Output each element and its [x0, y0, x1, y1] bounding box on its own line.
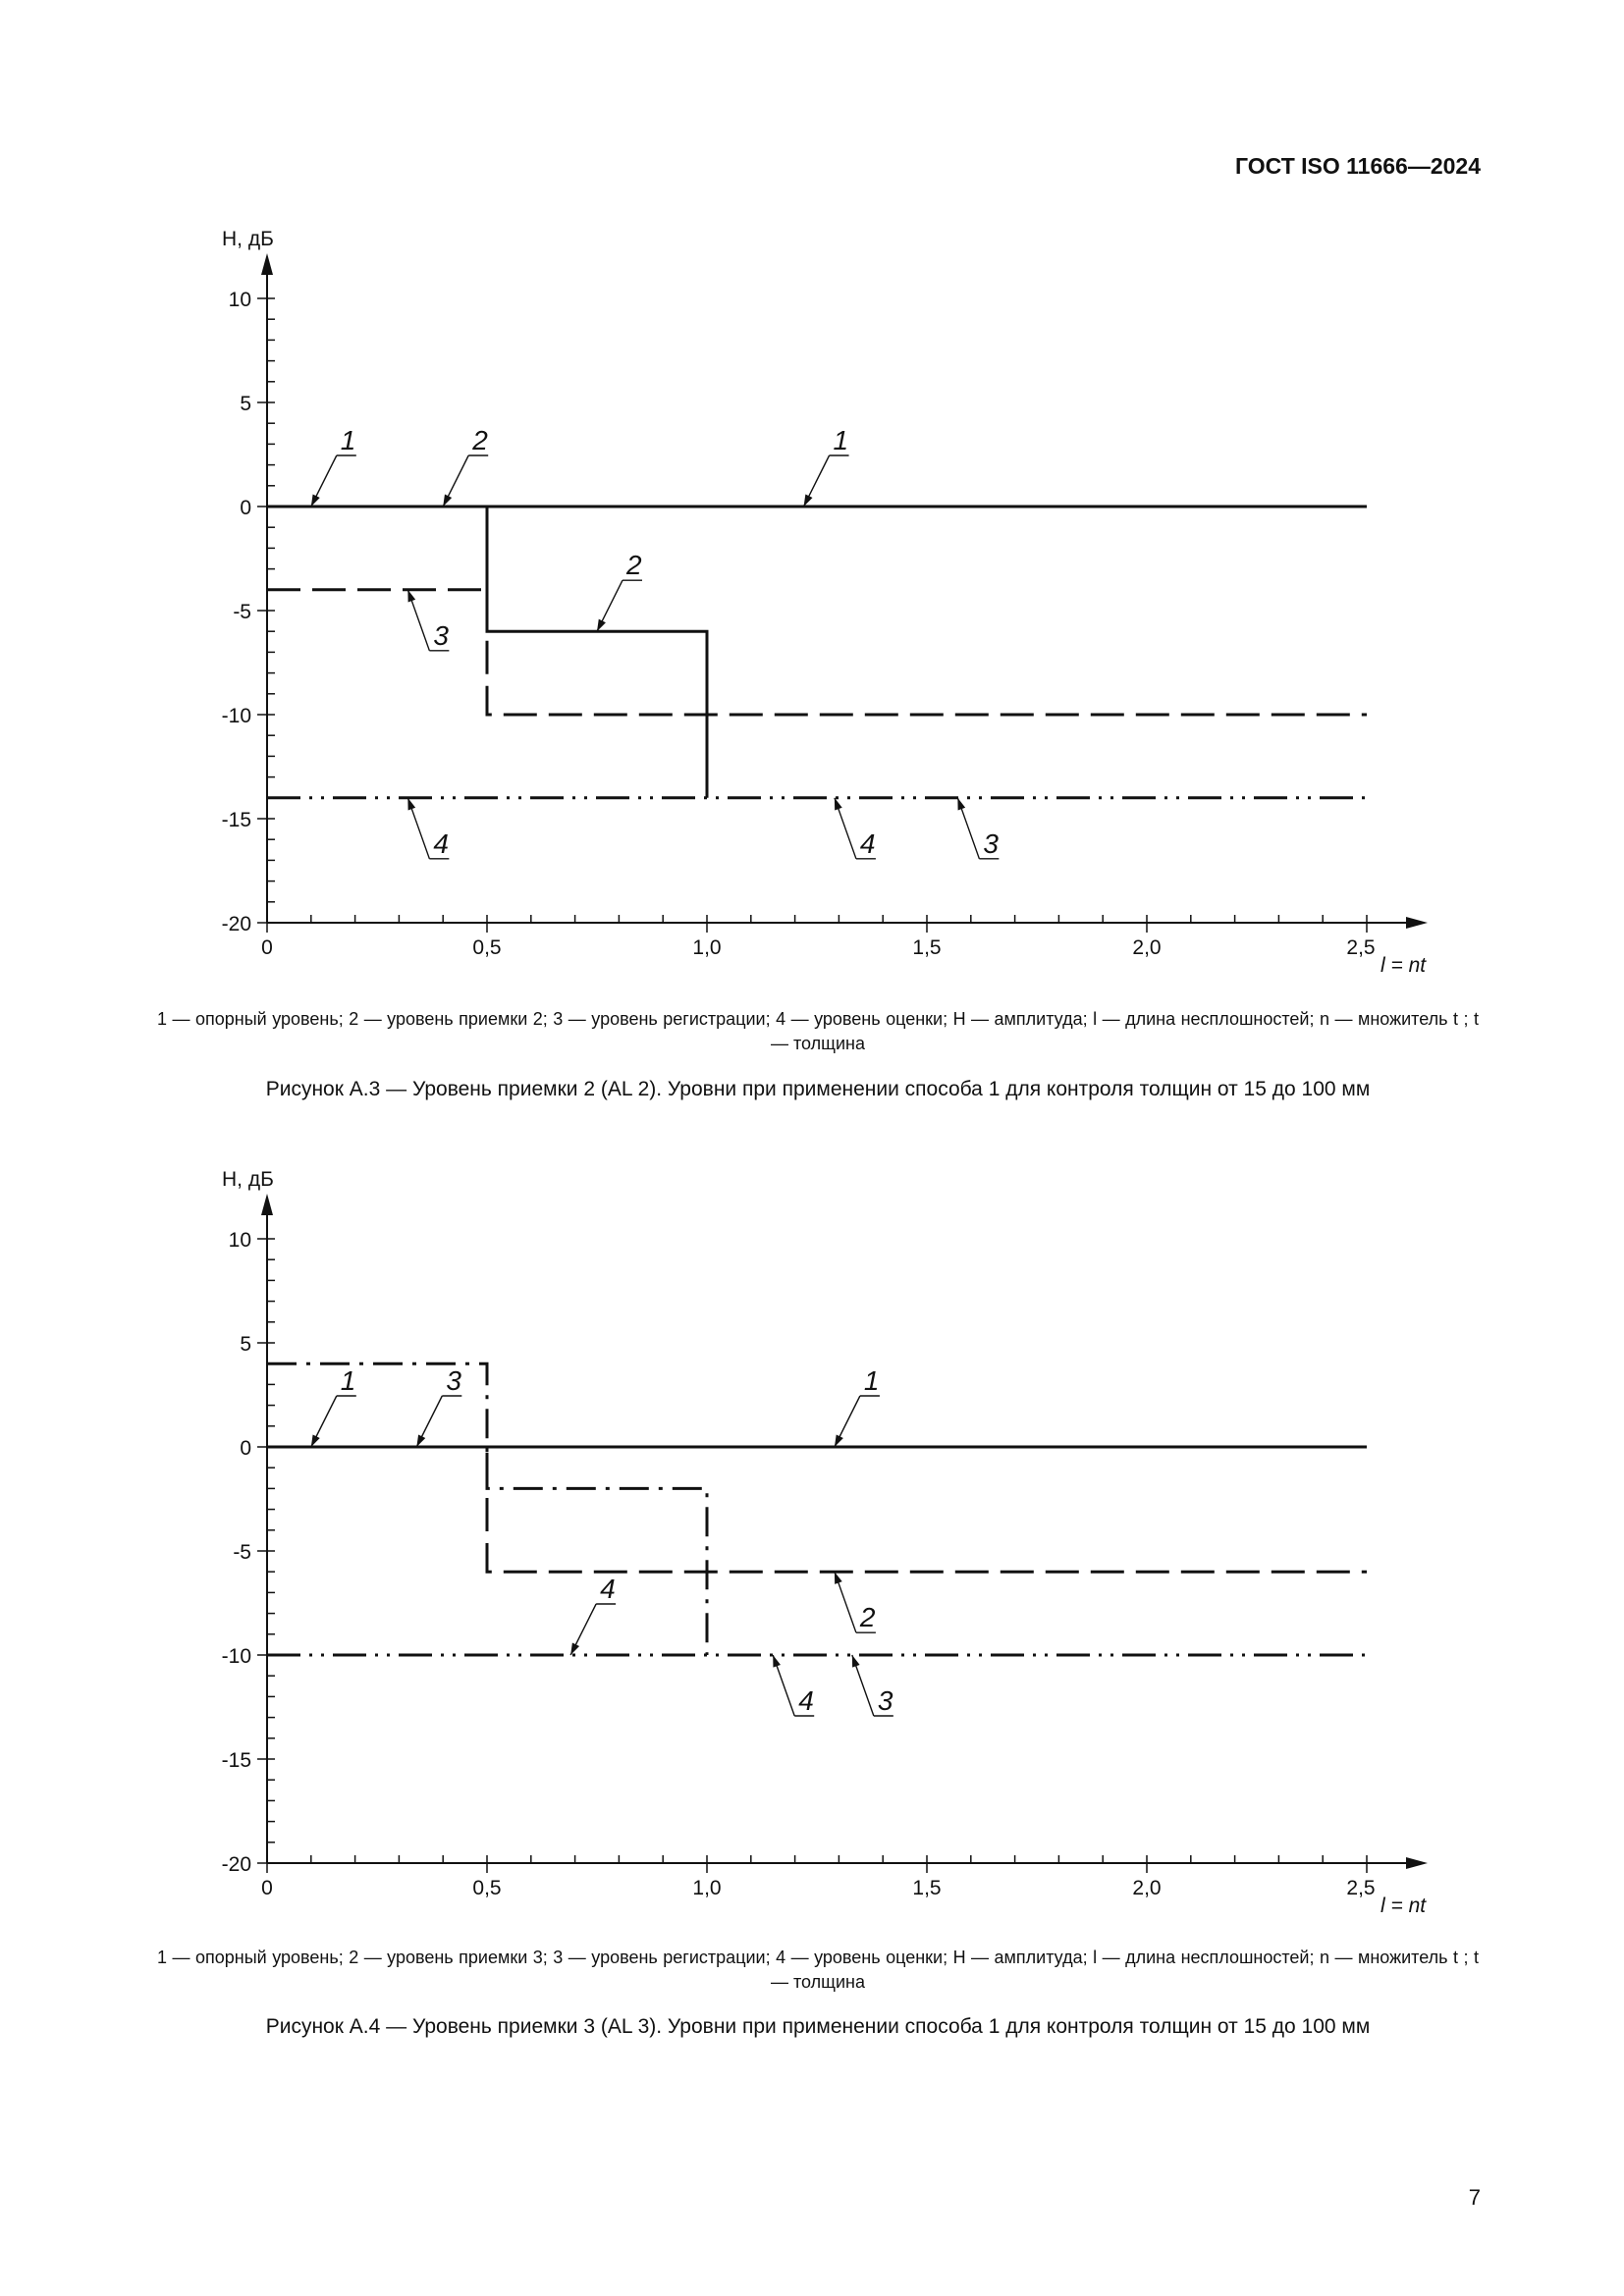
annotation-label-1 — [835, 1365, 880, 1447]
leader-arrowhead — [957, 798, 965, 811]
x-tick-label: 2,5 — [1346, 936, 1376, 959]
leader-arrowhead — [416, 1434, 425, 1447]
x-tick-label: 0 — [261, 936, 273, 959]
y-axis-label: H, дБ — [222, 228, 274, 250]
annotation-label-3 — [416, 1365, 461, 1447]
annotation-number: 3 — [983, 828, 999, 859]
y-tick-label: 10 — [228, 1229, 251, 1252]
series-line-3 — [267, 1447, 1367, 1572]
annotation-number: 3 — [877, 1685, 893, 1716]
annotation-number: 2 — [859, 1602, 876, 1633]
y-tick-label: -15 — [221, 1749, 251, 1772]
leader-arrowhead — [852, 1655, 860, 1668]
leader-arrowhead — [835, 798, 842, 811]
page-number: 7 — [1468, 2185, 1481, 2210]
x-tick-label: 0 — [261, 1877, 273, 1899]
figure-a3-caption: Рисунок А.3 — Уровень приемки 2 (AL 2). Уровни при применении способа 1 для контроля толщин от 15 до 100 мм — [265, 1078, 1371, 1100]
x-axis-label: l = nt — [1380, 954, 1427, 977]
annotation-label-1 — [311, 1365, 356, 1447]
annotation-number: 1 — [833, 425, 849, 455]
annotation-label-2 — [835, 1572, 876, 1632]
y-tick-label: -5 — [233, 1541, 251, 1564]
x-tick-label: 0,5 — [472, 936, 502, 959]
annotation-number: 3 — [446, 1365, 461, 1396]
annotation-number: 3 — [433, 619, 449, 651]
y-tick-label: 0 — [240, 1437, 251, 1460]
leader-arrowhead — [835, 1434, 843, 1447]
y-axis-label: H, дБ — [222, 1168, 274, 1191]
annotation-label-4 — [407, 798, 449, 859]
y-tick-label: 5 — [240, 393, 251, 415]
annotation-number: 1 — [340, 425, 356, 455]
annotation-label-3 — [852, 1655, 893, 1716]
leader-arrowhead — [407, 798, 415, 811]
leader-arrowhead — [597, 619, 606, 632]
annotation-label-3 — [407, 590, 449, 651]
y-tick-label: 5 — [240, 1333, 251, 1356]
annotation-label-4 — [835, 798, 876, 859]
x-tick-label: 2,5 — [1346, 1877, 1376, 1899]
annotation-number: 1 — [863, 1365, 880, 1396]
figure-a3-legend-note: 1 — опорный уровень; 2 — уровень приемки 2; 3 — уровень регистрации; 4 — уровень оценки; H — амплитуда; l — длина несплошностей; n — множитель t ; t — толщина — [157, 1009, 1479, 1053]
annotation-number: 2 — [472, 425, 488, 455]
x-tick-label: 1,0 — [692, 1877, 722, 1899]
y-axis-arrow — [261, 1194, 273, 1215]
annotation-label-2 — [443, 425, 488, 507]
x-tick-label: 0,5 — [472, 1877, 502, 1899]
x-axis-label: l = nt — [1380, 1895, 1427, 1917]
annotation-label-4 — [570, 1574, 616, 1655]
document-header: ГОСТ ISO 11666—2024 — [1235, 153, 1481, 179]
chart-svg-a3 — [0, 218, 1624, 993]
y-axis-arrow — [261, 253, 273, 275]
leader-arrowhead — [773, 1655, 781, 1668]
x-axis-arrow — [1406, 1857, 1428, 1869]
annotation-label-1 — [311, 425, 356, 507]
y-tick-label: -20 — [221, 913, 251, 935]
annotation-number: 4 — [600, 1574, 616, 1604]
y-tick-label: -10 — [221, 705, 251, 727]
y-tick-label: 0 — [240, 497, 251, 519]
annotation-number: 2 — [626, 550, 642, 581]
y-tick-label: 10 — [228, 289, 251, 311]
chart-figure-a3 — [0, 218, 1624, 993]
x-tick-label: 2,0 — [1132, 1877, 1162, 1899]
leader-arrowhead — [311, 494, 320, 507]
x-tick-label: 1,5 — [912, 1877, 942, 1899]
series-line-3 — [267, 590, 1367, 715]
x-tick-label: 1,5 — [912, 936, 942, 959]
figure-a4-legend-note: 1 — опорный уровень; 2 — уровень приемки 3; 3 — уровень регистрации; 4 — уровень оценки; H — амплитуда; l — длина несплошностей; n — множитель t ; t — толщина — [157, 1948, 1479, 1992]
x-tick-label: 2,0 — [1132, 936, 1162, 959]
x-axis-arrow — [1406, 917, 1428, 929]
annotation-number: 4 — [859, 828, 876, 859]
y-tick-label: -5 — [233, 601, 251, 623]
annotation-label-3 — [957, 798, 999, 859]
annotation-label-1 — [804, 425, 849, 507]
annotation-number: 4 — [798, 1685, 814, 1716]
annotation-label-4 — [773, 1655, 814, 1716]
leader-arrowhead — [311, 1434, 320, 1447]
chart-figure-a4 — [0, 1158, 1624, 1934]
y-tick-label: -15 — [221, 809, 251, 831]
chart-svg-a4 — [0, 1158, 1624, 1934]
leader-arrowhead — [407, 590, 415, 603]
leader-arrowhead — [570, 1642, 579, 1655]
figure-a4-caption: Рисунок А.4 — Уровень приемки 3 (AL 3). Уровни при применении способа 1 для контроля толщин от 15 до 100 мм — [265, 2015, 1371, 2038]
annotation-number: 4 — [433, 828, 449, 859]
leader-arrowhead — [835, 1572, 842, 1584]
y-tick-label: -20 — [221, 1853, 251, 1876]
x-tick-label: 1,0 — [692, 936, 722, 959]
y-tick-label: -10 — [221, 1645, 251, 1668]
annotation-number: 1 — [340, 1365, 356, 1396]
leader-arrowhead — [804, 494, 813, 507]
annotation-label-2 — [597, 550, 642, 631]
leader-arrowhead — [443, 494, 452, 507]
